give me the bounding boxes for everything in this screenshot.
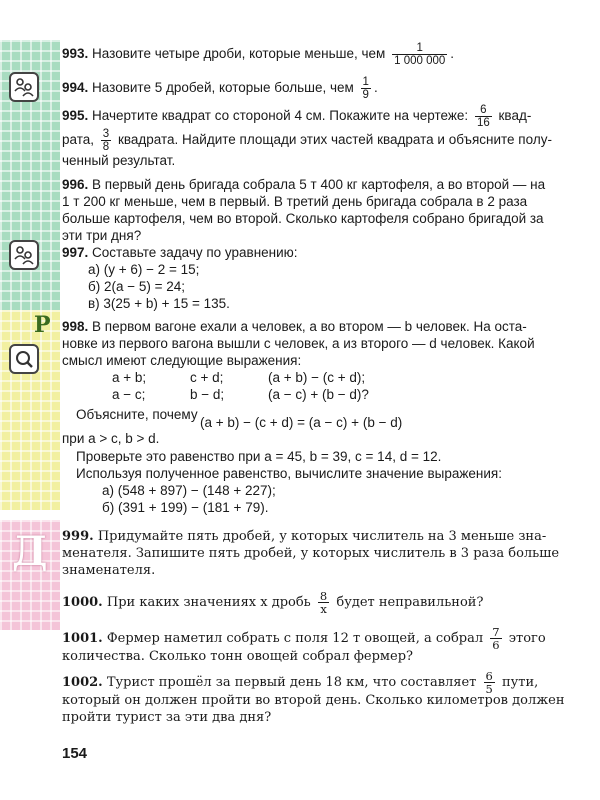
task-1002: 1002. Турист прошёл за первый день 18 км, что составляет $\frac{6}{5}$ пути, который он должен пройти во второй день. Сколько километров должен пройти турист за эти два дня? <box>62 669 565 725</box>
letter-p-icon: Р <box>34 312 51 338</box>
margin-strip <box>0 0 60 800</box>
expr-4: a − c; <box>112 387 146 402</box>
check-text: Проверьте это равенство при a = 45, b = 39, c = 14, d = 12. <box>76 449 442 464</box>
task-1001: 1001. Фермер наметил собрать с поля 12 т овощей, а собрал $\frac{7}{6}$ этого количества. Сколько тонн овощей собрал фермер? <box>62 625 546 664</box>
expr-2: c + d; <box>190 370 224 385</box>
magnifier-icon <box>9 344 39 374</box>
use-b: б) (391 + 199) − (181 + 79). <box>102 500 269 515</box>
task-number: 996. <box>62 177 89 192</box>
task-number: 1002. <box>62 675 103 690</box>
use-a: а) (548 + 897) − (148 + 227); <box>102 483 276 498</box>
task-text: Назовите четыре дроби, которые меньше, чем <box>92 46 386 62</box>
pair-work-icon <box>9 72 39 102</box>
task-998: 998. В первом вагоне ехали a человек, а во втором — b человек. На оста- новке из первого вагона вышли c человек, а из второго — d человек. Какой смысл имеют следующие выражения: <box>62 319 535 368</box>
expr-6: (a − c) + (b − d)? <box>268 387 369 402</box>
expr-1: a + b; <box>112 370 147 385</box>
condition-text: при a > c, b > d. <box>62 431 160 446</box>
task-number: 993. <box>62 46 89 62</box>
task-996: 996. В первый день бригада собрала 5 т 400 кг картофеля, а во второй — на 1 т 200 кг меньше, чем в первый. В третий день бригада собрала в 2 раза больше картофеля, чем во второй. Сколько картофеля собрано бригадой за эти три дня? <box>62 177 546 243</box>
fraction: $\frac{1}{1 000 000}$ <box>394 42 446 67</box>
fraction: $\frac{8}{x}$ <box>319 589 328 616</box>
explain-text: Объясните, почему <box>76 407 198 422</box>
task-number: 994. <box>62 80 89 96</box>
task-number: 995. <box>62 108 89 124</box>
identity-formula: (a + b) − (c + d) = (a − c) + (b − d) <box>200 415 403 430</box>
task-number: 1000. <box>62 595 103 610</box>
task-997: 997. Составьте задачу по уравнению: а) (y + 6) − 2 = 15; б) 2(a − 5) = 24; в) 3(25 + b) + 15 = 135. <box>62 245 298 311</box>
letter-d-icon: Д <box>12 528 48 575</box>
task-text: Назовите 5 дробей, которые больше, чем <box>92 80 354 96</box>
margin-yellow-grid <box>0 310 60 510</box>
expr-3: (a + b) − (c + d); <box>268 370 366 385</box>
task-number: 999. <box>62 529 94 544</box>
page-number: 154 <box>62 745 88 762</box>
task-999: 999. Придумайте пять дробей, у которых числитель на 3 меньше зна- менателя. Запишите пять дробей, у которых числитель в 3 раза больше знаменателя. <box>62 529 560 578</box>
fraction: $\frac{6}{5}$ <box>485 669 493 696</box>
pair-work-icon <box>9 240 39 270</box>
fraction: $\frac{1}{9}$ <box>362 76 369 101</box>
fraction: $\frac{7}{6}$ <box>492 625 500 652</box>
task-1000: 1000. При каких значениях x дробь $\frac{8}{x}$ будет неправильной? <box>62 589 484 616</box>
task-995: 995. Начертите квадрат со стороной 4 см. Покажите на чертеже: $\frac{6}{16}$ квад- рата, $\frac{3}{8}$ квадрата. Найдите площади этих частей квадрата и объясните полу- ченный результат. <box>62 104 552 168</box>
task-number: 997. <box>62 245 89 260</box>
fraction: $\frac{3}{8}$ <box>102 128 110 153</box>
expr-5: b − d; <box>190 387 225 402</box>
task-993: 993. Назовите четыре дроби, которые меньше, чем $\frac{1}{1 000 000}$ . <box>62 42 455 67</box>
task-number: 1001. <box>62 631 103 646</box>
fraction: $\frac{6}{16}$ <box>476 104 490 129</box>
task-number: 998. <box>62 319 89 334</box>
use-text: Используя полученное равенство, вычислите значение выражения: <box>76 466 502 481</box>
task-994: 994. Назовите 5 дробей, которые больше, чем $\frac{1}{9}$ . <box>62 76 378 101</box>
